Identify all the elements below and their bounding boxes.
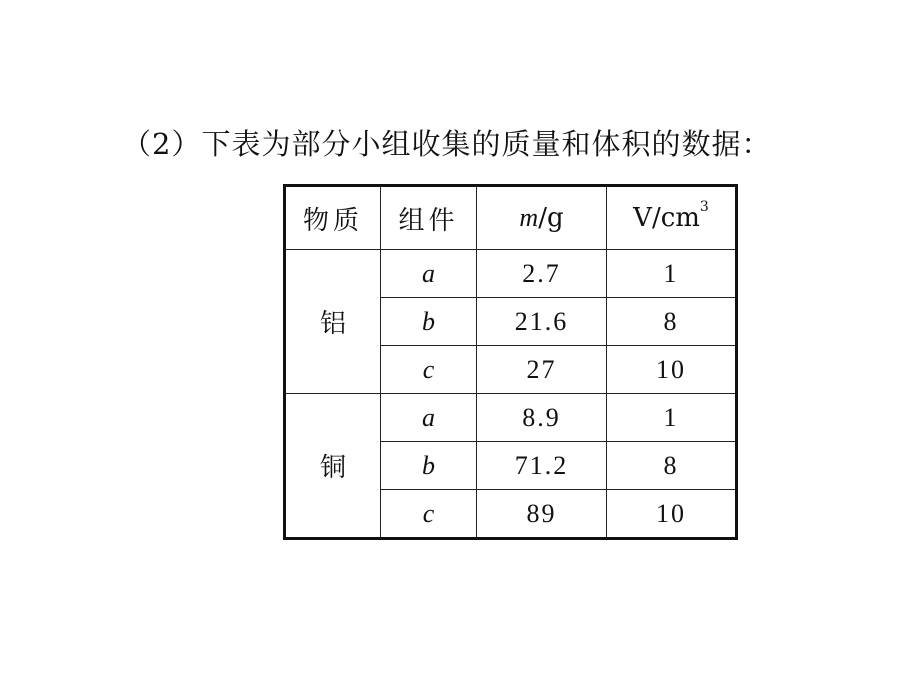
volume-variable: V xyxy=(633,203,652,233)
group-cell: b xyxy=(381,298,477,346)
mass-unit: /g xyxy=(538,203,564,233)
mass-cell: 27 xyxy=(477,346,607,394)
substance-aluminum: 铝 xyxy=(285,250,381,394)
volume-cell: 1 xyxy=(607,394,737,442)
question-text: （2）下表为部分小组收集的质量和体积的数据： xyxy=(122,127,772,161)
group-cell: a xyxy=(381,250,477,298)
table-row xyxy=(285,250,737,298)
group-cell: a xyxy=(381,394,477,442)
volume-cell: 8 xyxy=(607,442,737,490)
group-cell: c xyxy=(381,490,477,539)
group-cell: b xyxy=(381,442,477,490)
header-substance: 物质 xyxy=(285,186,381,250)
mass-cell: 21.6 xyxy=(477,298,607,346)
volume-exponent: 3 xyxy=(699,199,709,215)
header-group: 组件 xyxy=(381,186,477,250)
mass-variable: m xyxy=(519,203,539,232)
data-table xyxy=(283,184,738,540)
mass-cell: 8.9 xyxy=(477,394,607,442)
group-cell: c xyxy=(381,346,477,394)
mass-cell: 2.7 xyxy=(477,250,607,298)
header-mass xyxy=(477,186,607,250)
mass-cell: 71.2 xyxy=(477,442,607,490)
volume-cell: 1 xyxy=(607,250,737,298)
volume-unit: /cm xyxy=(651,203,700,233)
volume-cell: 10 xyxy=(607,490,737,539)
table-row xyxy=(285,394,737,442)
table-header-row xyxy=(285,186,737,250)
mass-cell: 89 xyxy=(477,490,607,539)
header-volume xyxy=(607,186,737,250)
substance-copper: 铜 xyxy=(285,394,381,539)
volume-cell: 8 xyxy=(607,298,737,346)
volume-cell: 10 xyxy=(607,346,737,394)
